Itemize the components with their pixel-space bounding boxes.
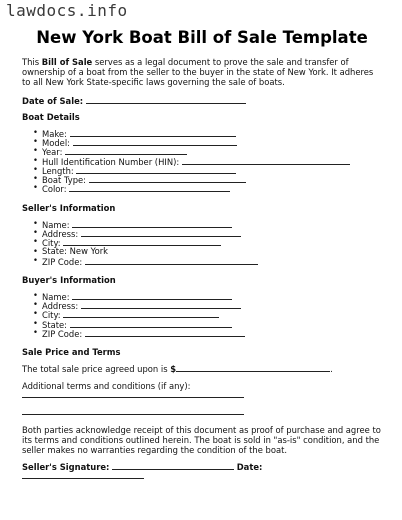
seller-address-label: Address: xyxy=(42,229,79,240)
additional-terms-label: Additional terms and conditions (if any): xyxy=(22,381,191,391)
list-item xyxy=(22,309,245,321)
make-field[interactable] xyxy=(70,128,236,137)
length-field[interactable] xyxy=(76,165,236,174)
sale-price-row xyxy=(22,363,333,374)
date-of-sale-row xyxy=(22,95,246,106)
list-item xyxy=(22,165,350,174)
list-item xyxy=(22,156,350,165)
additional-terms-line-2[interactable] xyxy=(22,414,244,415)
list-item xyxy=(22,183,350,195)
signature-row xyxy=(22,461,262,472)
model-label: Model: xyxy=(42,138,70,149)
list-item xyxy=(22,228,258,240)
site-watermark: lawdocs.info xyxy=(6,1,128,20)
buyer-zip-label: ZIP Code: xyxy=(42,328,83,339)
signature-date-label: Date: xyxy=(236,462,263,472)
buyer-city-field[interactable] xyxy=(63,309,219,318)
buyer-address-label: Address: xyxy=(42,301,79,312)
date-of-sale-label: Date of Sale: xyxy=(22,96,84,106)
year-field[interactable] xyxy=(65,146,187,155)
buyer-state-field[interactable] xyxy=(70,319,232,328)
boat-details-list xyxy=(22,128,350,195)
model-field[interactable] xyxy=(73,137,237,146)
boat-type-label: Boat Type: xyxy=(42,174,87,185)
buyer-list xyxy=(22,291,245,337)
acknowledgement-paragraph: Both parties acknowledge receipt of this document as proof of purchase and agree to its terms and conditions outlined herein. The boat is sold in "as-is" condition, and the seller makes no warranties regarding the condition of the boat. xyxy=(22,425,381,455)
intro-rest: serves as a legal document to prove the sale and transfer of ownership of a boat from the seller to the buyer in the state of New York. It adheres to all New York State-specific laws governing the sale of boats. xyxy=(22,57,374,88)
seller-zip-field[interactable] xyxy=(85,256,258,265)
color-label: Color: xyxy=(42,184,67,195)
list-item xyxy=(22,219,258,228)
seller-city-label: City: xyxy=(42,238,61,249)
list-item xyxy=(22,247,258,256)
date-of-sale-field[interactable] xyxy=(86,95,246,104)
seller-signature-label: Seller's Signature: xyxy=(22,462,110,472)
hin-field[interactable] xyxy=(182,156,350,165)
seller-zip-label: ZIP Code: xyxy=(42,256,83,267)
list-item xyxy=(22,328,245,337)
list-item xyxy=(22,137,350,149)
signature-date-line[interactable] xyxy=(22,478,144,479)
boat-details-heading: Boat Details xyxy=(22,112,80,122)
year-label: Year: xyxy=(42,147,63,158)
seller-state-label: State: New York xyxy=(42,245,109,256)
buyer-heading: Buyer's Information xyxy=(22,275,116,285)
sale-price-period: . xyxy=(330,364,333,374)
seller-address-field[interactable] xyxy=(81,228,241,237)
hin-label: Hull Identification Number (HIN): xyxy=(42,156,180,167)
seller-list xyxy=(22,219,258,265)
buyer-city-label: City: xyxy=(42,310,61,321)
make-label: Make: xyxy=(42,129,67,139)
seller-signature-field[interactable] xyxy=(112,461,234,470)
seller-name-label: Name: xyxy=(42,220,70,230)
intro-paragraph xyxy=(22,57,382,88)
sale-price-field[interactable] xyxy=(176,363,330,372)
sale-price-text: The total sale price agreed upon is xyxy=(22,364,171,374)
intro-lead: This xyxy=(22,57,42,67)
seller-heading: Seller's Information xyxy=(22,203,116,213)
buyer-name-field[interactable] xyxy=(72,291,232,300)
buyer-zip-field[interactable] xyxy=(85,328,245,337)
boat-type-field[interactable] xyxy=(89,174,246,183)
buyer-address-field[interactable] xyxy=(81,300,241,309)
list-item xyxy=(22,300,245,312)
list-item xyxy=(22,319,245,328)
currency-symbol: $ xyxy=(170,364,177,374)
buyer-state-label: State: xyxy=(42,319,67,330)
document-title: New York Boat Bill of Sale Template xyxy=(36,28,368,47)
list-item xyxy=(22,146,350,158)
buyer-name-label: Name: xyxy=(42,292,70,302)
additional-terms-line-1[interactable] xyxy=(22,397,244,398)
list-item xyxy=(22,128,350,137)
list-item xyxy=(22,256,258,265)
seller-name-field[interactable] xyxy=(72,219,232,228)
list-item xyxy=(22,174,350,183)
length-label: Length: xyxy=(42,165,74,176)
color-field[interactable] xyxy=(69,183,230,192)
sale-heading: Sale Price and Terms xyxy=(22,347,121,357)
list-item xyxy=(22,291,245,300)
intro-bold: Bill of Sale xyxy=(41,57,93,67)
